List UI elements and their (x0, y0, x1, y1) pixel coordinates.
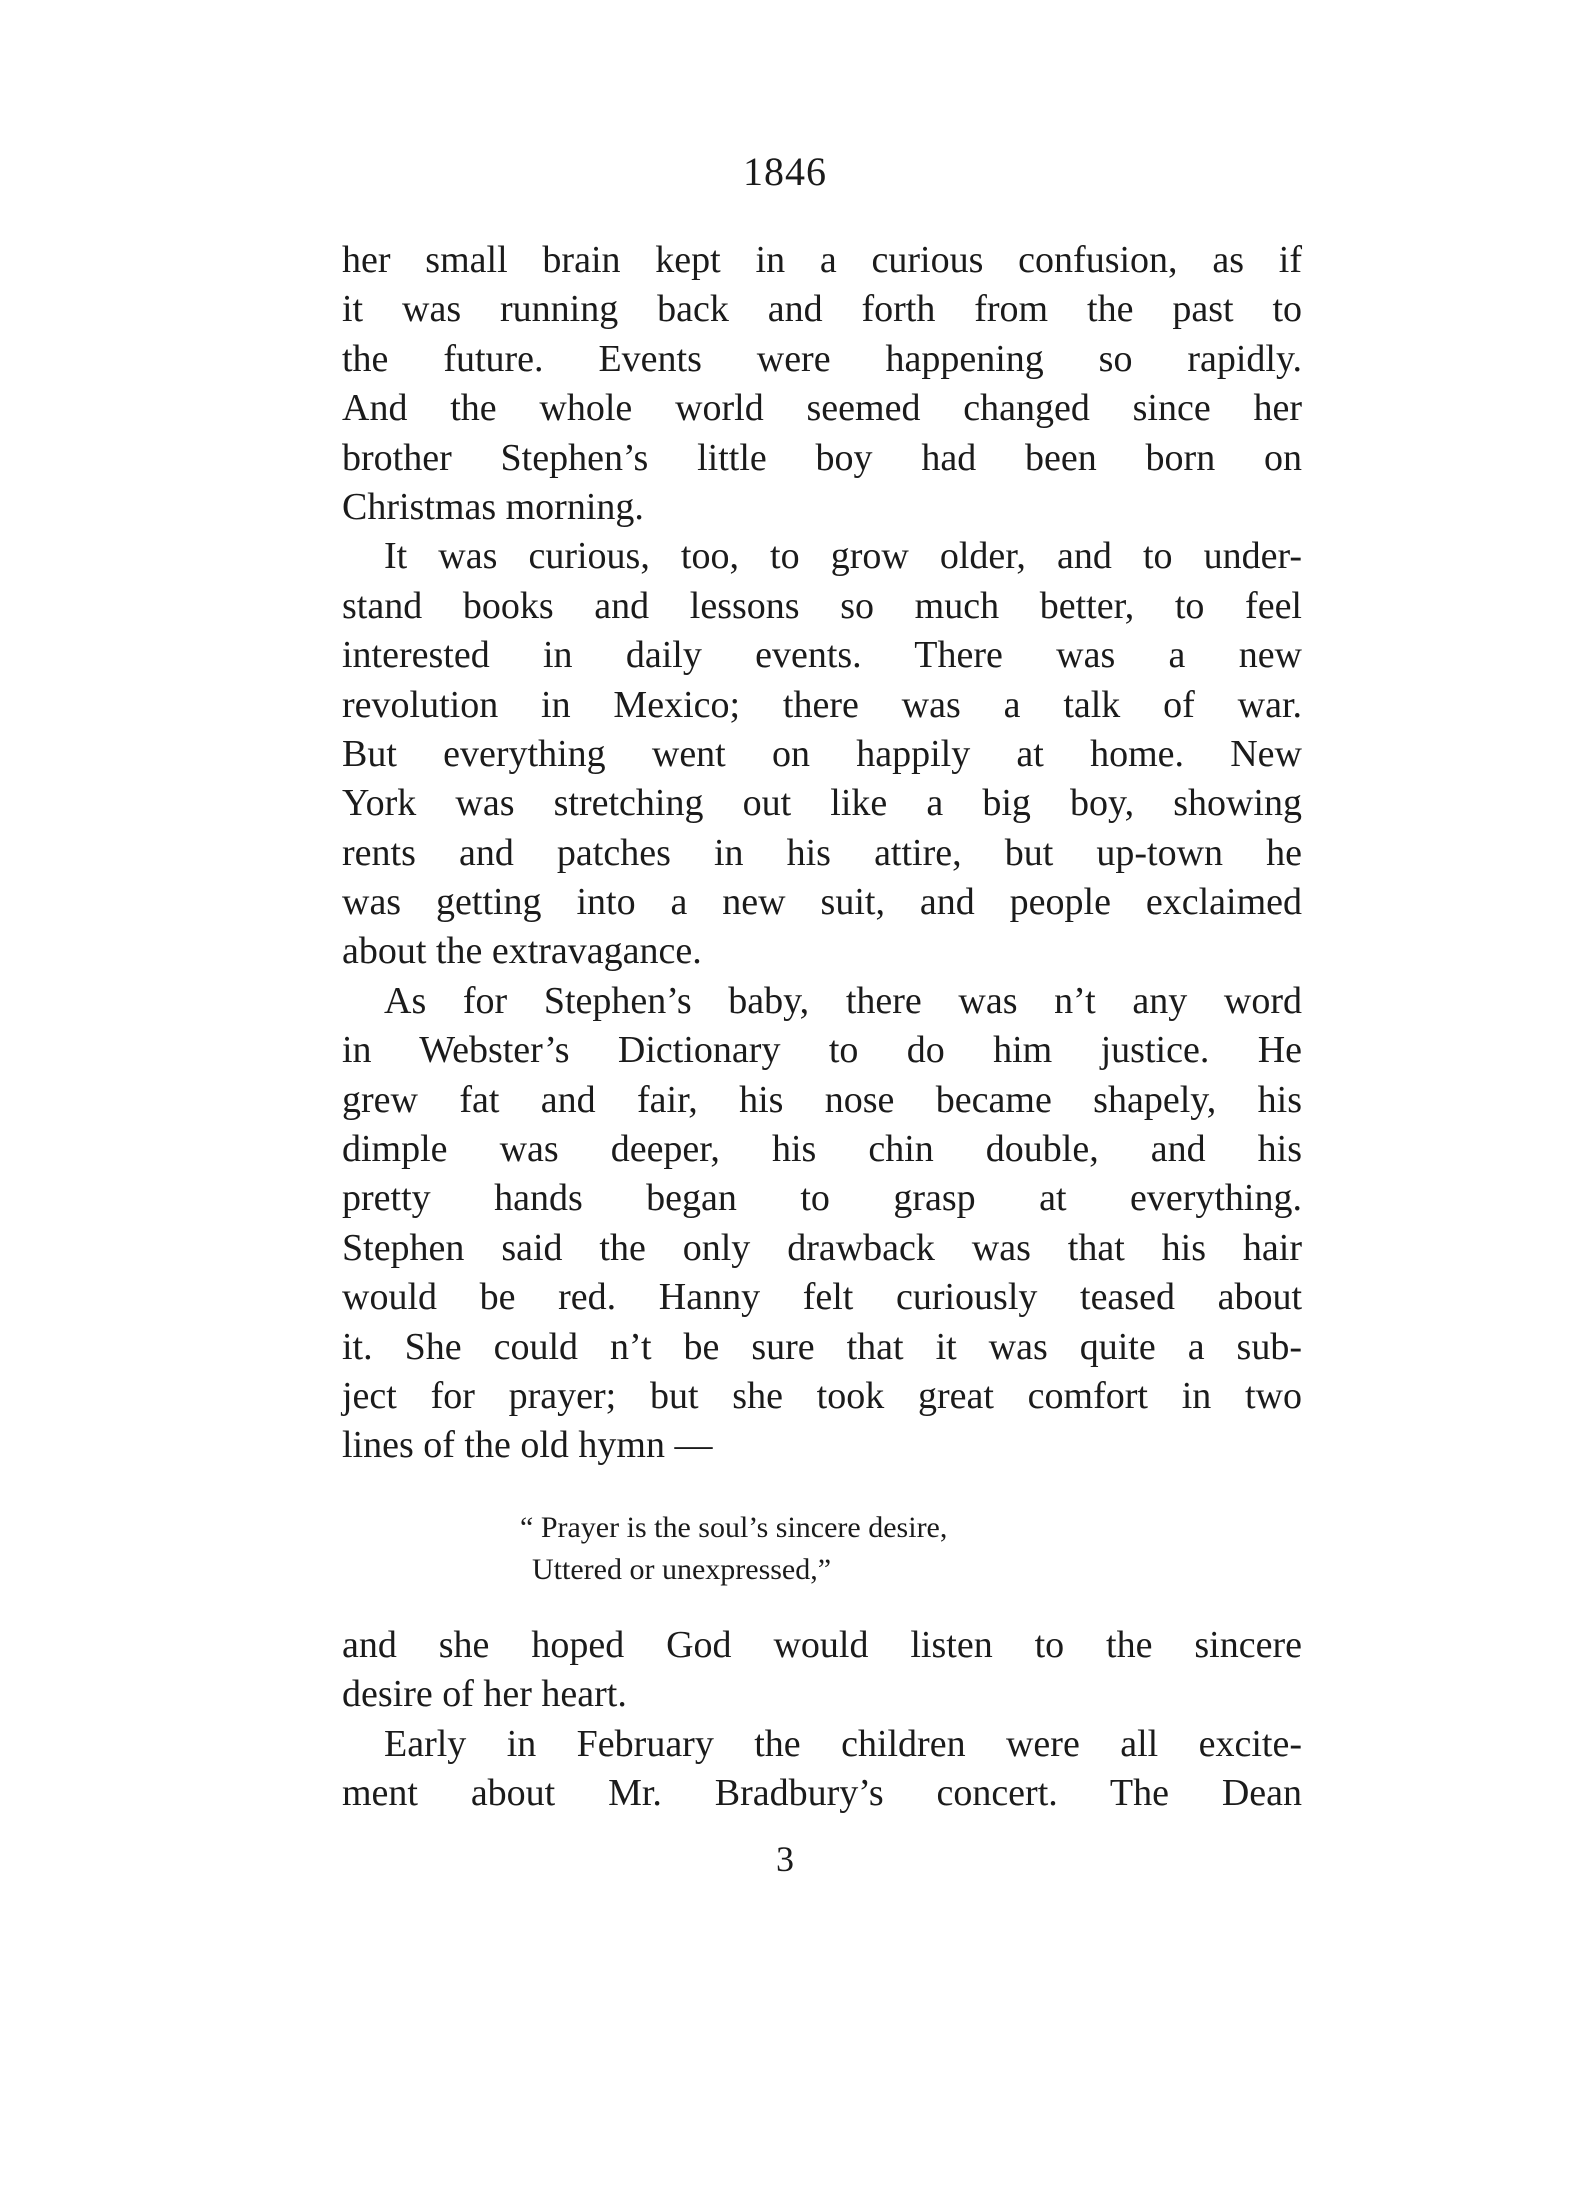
text-line: her small brain kept in a curious confusion, as if (342, 239, 1302, 281)
text-line: Early in February the children were all excite- (384, 1722, 1302, 1765)
text-line: Christmas morning. (342, 485, 644, 528)
text-line: about the extravagance. (342, 930, 702, 973)
text-line: It was curious, too, to grow older, and to under- (384, 535, 1302, 578)
text-line: pretty hands began to grasp at everything. (342, 1177, 1302, 1220)
text-line: and she hoped God would listen to the sincere (342, 1623, 1302, 1666)
text-line: Stephen said the only drawback was that his hair (342, 1226, 1302, 1269)
text-line: brother Stephen’s little boy had been born on (342, 436, 1302, 479)
poem-line: Uttered or unexpressed,” (532, 1552, 832, 1586)
text-line: grew fat and fair, his nose became shapely, his (342, 1078, 1302, 1121)
text-line: the future. Events were happening so rapidly. (342, 337, 1302, 380)
text-line: York was stretching out like a big boy, showing (342, 782, 1302, 825)
body-text (342, 236, 1302, 1818)
poem-line: “ Prayer is the soul’s sincere desire, (520, 1510, 948, 1544)
text-line: ment about Mr. Bradbury’s concert. The Dean (342, 1771, 1302, 1814)
text-line: revolution in Mexico; there was a talk of war. (342, 683, 1302, 726)
text-line: it. She could n’t be sure that it was quite a sub- (342, 1325, 1302, 1368)
paragraph-1 (342, 236, 1302, 532)
text-line: interested in daily events. There was a new (342, 634, 1302, 677)
text-line: ject for prayer; but she took great comfort in two (342, 1374, 1302, 1417)
text-line: And the whole world seemed changed since her (342, 387, 1302, 430)
running-head: 1846 (743, 149, 827, 194)
text-line: stand books and lessons so much better, to feel (342, 584, 1302, 627)
text-line: But everything went on happily at home. New (342, 732, 1302, 775)
paragraph-2 (342, 532, 1302, 977)
text-line: desire of her heart. (342, 1673, 627, 1716)
page-number: 3 (776, 1839, 794, 1879)
paragraph-3 (342, 977, 1302, 1471)
text-line: in Webster’s Dictionary to do him justice. He (342, 1029, 1302, 1072)
paragraph-continuation (342, 1621, 1302, 1720)
paragraph-4 (342, 1720, 1302, 1819)
text-line: dimple was deeper, his chin double, and his (342, 1128, 1302, 1171)
text-line: would be red. Hanny felt curiously teased about (342, 1276, 1302, 1319)
text-line: it was running back and forth from the past to (342, 288, 1302, 331)
text-line: lines of the old hymn — (342, 1424, 713, 1467)
text-line: rents and patches in his attire, but up-town he (342, 831, 1302, 874)
text-line: was getting into a new suit, and people exclaimed (342, 881, 1302, 924)
text-line: As for Stephen’s baby, there was n’t any word (384, 979, 1302, 1022)
hymn-quotation (342, 1507, 1302, 1591)
